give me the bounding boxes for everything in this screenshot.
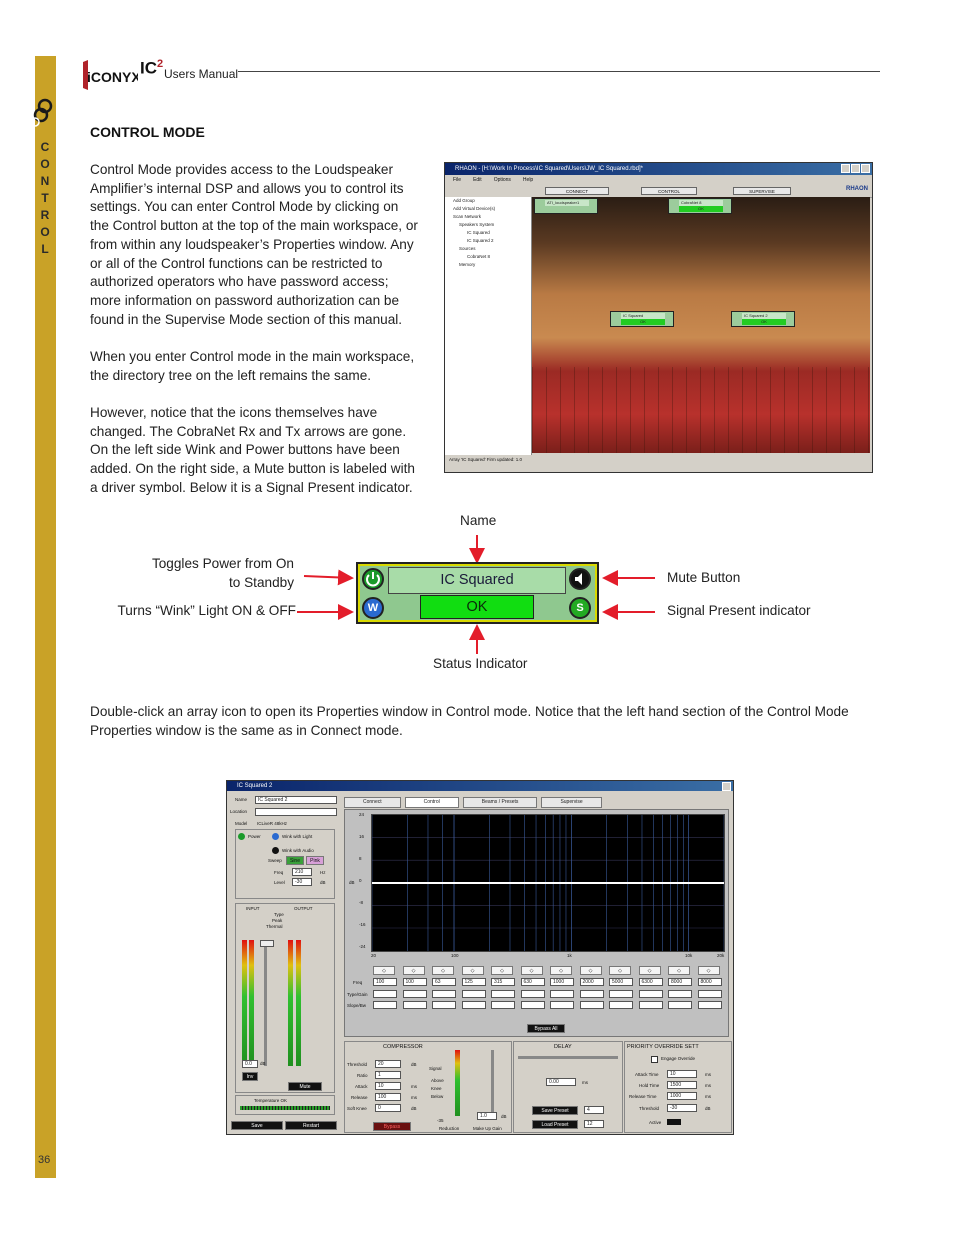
- p-release-field[interactable]: 1000: [667, 1092, 697, 1100]
- menu-options[interactable]: Options: [493, 177, 511, 183]
- attack-field[interactable]: 10: [375, 1082, 401, 1090]
- array-icon[interactable]: IC Squared 2 OK: [731, 311, 795, 327]
- reduction-label: Reduction: [439, 1126, 460, 1131]
- menu-help[interactable]: Help: [522, 177, 534, 183]
- band-gain-field[interactable]: [462, 990, 486, 998]
- close-icon[interactable]: [722, 782, 731, 791]
- filter-type-icon[interactable]: ◇: [521, 966, 543, 975]
- callout-power-line1: Toggles Power from On: [151, 556, 294, 571]
- tree-item[interactable]: Speakers System: [459, 222, 495, 227]
- band-freq-field[interactable]: 100: [373, 978, 397, 986]
- band-freq-field[interactable]: 2000: [580, 978, 604, 986]
- left-panel: [227, 793, 339, 1133]
- eq-graph-canvas: [372, 815, 724, 951]
- arrow-power: [304, 576, 352, 578]
- x-tick-label: 10k: [685, 953, 693, 958]
- window-title: IC Squared 2: [237, 783, 273, 789]
- band-freq-field[interactable]: 8000: [668, 978, 692, 986]
- tree-item[interactable]: IC Squared: [467, 230, 490, 235]
- icon-name-label: IC Squared: [388, 567, 566, 594]
- hold-unit: ms: [705, 1083, 711, 1088]
- tab-control[interactable]: Control: [405, 797, 459, 808]
- invert-button[interactable]: Inv: [242, 1072, 258, 1081]
- attack-unit: ms: [411, 1084, 417, 1089]
- level-label: Level: [274, 880, 285, 885]
- p-attack-field[interactable]: 10: [667, 1070, 697, 1078]
- band-slope-field[interactable]: [698, 1001, 722, 1009]
- supervise-button[interactable]: SUPERVISE: [733, 187, 791, 195]
- p-threshold-label: Threshold: [639, 1106, 660, 1111]
- band-slope-field[interactable]: [580, 1001, 604, 1009]
- filter-type-icon[interactable]: ◇: [639, 966, 661, 975]
- tree-item[interactable]: Sources: [459, 246, 476, 251]
- status-bar: Array 'IC Squared' Firm updated: 1.0: [449, 457, 523, 462]
- filter-type-icon[interactable]: ◇: [432, 966, 454, 975]
- soft-knee-field[interactable]: 0: [375, 1104, 401, 1112]
- release-unit: ms: [411, 1095, 417, 1100]
- save-preset-field[interactable]: 4: [584, 1106, 604, 1114]
- power-icon[interactable]: [238, 833, 245, 840]
- y-tick-label: 0: [359, 878, 362, 883]
- delay-title: DELAY: [554, 1044, 572, 1050]
- filter-type-icon[interactable]: ◇: [491, 966, 513, 975]
- band-freq-field[interactable]: 6300: [639, 978, 663, 986]
- callout-wink: Turns “Wink” Light ON & OFF: [117, 603, 296, 618]
- band-slope-field[interactable]: [609, 1001, 633, 1009]
- signal-present-indicator: S: [569, 597, 591, 619]
- y-tick-label: 16: [359, 834, 365, 839]
- temperature-meter: [240, 1106, 330, 1110]
- menu-file[interactable]: File: [453, 177, 462, 183]
- freq-label: Freq: [274, 870, 284, 875]
- callout-power-line2: to Standby: [229, 575, 294, 590]
- meter-thermal-label: Thermal: [266, 924, 283, 929]
- filter-type-icon[interactable]: ◇: [550, 966, 572, 975]
- paragraph-properties: Double-click an array icon to open its Properties window in Control mode. Notice that the left hand section of the Control Mode Properties window is the same as in Connect mode.: [90, 704, 849, 738]
- filter-type-icon[interactable]: ◇: [698, 966, 720, 975]
- band-slope-field[interactable]: [432, 1001, 456, 1009]
- power-wink-group: [235, 829, 335, 899]
- p-threshold-field[interactable]: -30: [667, 1104, 697, 1112]
- input-meter: [242, 940, 247, 1066]
- p-release-unit: ms: [705, 1094, 711, 1099]
- band-freq-field[interactable]: 125: [462, 978, 486, 986]
- meter-type-label: Type: [274, 912, 284, 917]
- signal-label: Signal: [429, 1066, 442, 1071]
- freq-field[interactable]: 210: [292, 868, 312, 876]
- y-tick-label: 24: [359, 812, 365, 817]
- wink-button[interactable]: W: [362, 597, 384, 619]
- product-name: $IC^2$: [140, 58, 164, 78]
- makeup-label: Make Up Gain: [473, 1126, 502, 1131]
- hold-field[interactable]: 1500: [667, 1081, 697, 1089]
- restart-button[interactable]: Restart: [285, 1121, 337, 1130]
- band-freq-field[interactable]: 100: [403, 978, 427, 986]
- hold-label: Hold Time: [639, 1083, 660, 1088]
- bypass-all-button[interactable]: Bypass All: [527, 1024, 565, 1033]
- array-icon-detail: [356, 562, 599, 624]
- paragraph-intro: Control Mode provides access to the Loudspeaker Amplifier’s internal DSP and allows you to control its settings. You can enter Control Mode by clicking on the Control button at the top of the main workspace, or from within any loudspeaker’s Properties window. Any or all of the Control functions can be restricted to authorized operators who have password access; more information on password authorization can be found in the Supervise Mode section of this manual.: [90, 162, 418, 327]
- compressor-group: [344, 1041, 512, 1133]
- p-attack-unit: ms: [705, 1072, 711, 1077]
- makeup-fader[interactable]: [491, 1050, 494, 1112]
- band-gain-field[interactable]: [698, 990, 722, 998]
- filter-type-icon[interactable]: ◇: [373, 966, 395, 975]
- properties-tabs: [344, 797, 729, 807]
- mute-button[interactable]: [569, 568, 591, 590]
- filter-type-icon[interactable]: ◇: [462, 966, 484, 975]
- filter-type-icon[interactable]: ◇: [403, 966, 425, 975]
- reduction-value: -35: [437, 1118, 444, 1123]
- status-indicator: OK: [420, 595, 534, 619]
- callout-mute: Mute Button: [667, 570, 741, 585]
- filter-type-icon[interactable]: ◇: [609, 966, 631, 975]
- meter-peak-label: Peak: [272, 918, 283, 923]
- tree-item[interactable]: CobraNet 8: [467, 254, 491, 259]
- output-meter: [296, 940, 301, 1066]
- band-slope-field[interactable]: [491, 1001, 515, 1009]
- location-field[interactable]: [255, 808, 337, 816]
- menu-edit[interactable]: Edit: [473, 177, 482, 183]
- type-row-label: Type/Gain: [347, 992, 368, 997]
- engage-label: Engage Override: [661, 1056, 696, 1061]
- temperature-group: [235, 1095, 335, 1115]
- tree-item[interactable]: IC Squared 2: [467, 238, 494, 243]
- signal-knee[interactable]: Knee: [431, 1086, 442, 1091]
- band-freq-field[interactable]: 5000: [609, 978, 633, 986]
- tab-supervise[interactable]: Supervise: [541, 797, 601, 808]
- reduction-meter: [455, 1050, 460, 1116]
- doc-title: Users Manual: [164, 67, 239, 81]
- active-indicator: [667, 1119, 681, 1125]
- band-slope-field[interactable]: [521, 1001, 545, 1009]
- delay-field[interactable]: 0.00: [546, 1078, 576, 1086]
- band-slope-field[interactable]: [639, 1001, 663, 1009]
- band-gain-field[interactable]: [639, 990, 663, 998]
- gain-unit: dB: [260, 1061, 266, 1066]
- section-title: CONTROL MODE: [90, 124, 205, 140]
- model-value: ICLiveR 48kHz: [257, 821, 288, 826]
- band-gain-field[interactable]: [609, 990, 633, 998]
- name-field[interactable]: IC Squared 2: [255, 796, 337, 804]
- freq-unit: Hz: [320, 870, 326, 875]
- compressor-bypass-button[interactable]: Bypass: [373, 1122, 411, 1131]
- attack-label: Attack: [355, 1084, 368, 1089]
- tree-item[interactable]: Scan Network: [453, 214, 482, 219]
- release-field[interactable]: 100: [375, 1093, 401, 1101]
- band-freq-field[interactable]: 8000: [698, 978, 722, 986]
- band-freq-field[interactable]: 1000: [550, 978, 574, 986]
- paragraph-icons: However, notice that the icons themselves have changed. The CobraNet Rx and Tx arrows are gone. On the left side Wink and Power buttons have been added. On the right side, a Mute button is labeled with a driver symbol. Below it is a Signal Present indicator.: [90, 405, 415, 495]
- input-fader[interactable]: [264, 940, 267, 1066]
- threshold-label: Threshold: [347, 1062, 368, 1067]
- signal-above[interactable]: Above: [431, 1078, 444, 1083]
- priority-group: [624, 1041, 732, 1133]
- input-label: INPUT: [246, 906, 260, 911]
- wink-audio-label: Wink with Audio: [282, 848, 314, 853]
- y-tick-label: 8: [359, 856, 362, 861]
- y-axis-label: dB: [349, 880, 355, 885]
- save-button[interactable]: Save: [231, 1121, 283, 1130]
- load-preset-field[interactable]: 12: [584, 1120, 604, 1128]
- rhaon-brand: RHAON: [846, 186, 868, 192]
- power-label: Power: [248, 834, 261, 839]
- delay-group: [513, 1041, 623, 1133]
- signal-below[interactable]: Below: [431, 1094, 444, 1099]
- makeup-field[interactable]: 1.0: [477, 1112, 497, 1120]
- p-attack-label: Attack Time: [635, 1072, 659, 1077]
- window-title: RHAON - [H:\Work In Process\IC Squared\Users\JW_IC Squared.rbd]*: [455, 166, 643, 172]
- active-label: Active: [649, 1120, 662, 1125]
- p-threshold-unit: dB: [705, 1106, 711, 1111]
- wink-label: Wink with Light: [282, 834, 313, 839]
- sweep-label: Sweep: [268, 858, 282, 863]
- soft-knee-label: Soft Knee: [347, 1106, 367, 1111]
- x-tick-label: 100: [451, 953, 459, 958]
- y-tick-label: -24: [359, 944, 366, 949]
- level-unit: dB: [320, 880, 326, 885]
- soft-knee-unit: dB: [411, 1106, 417, 1111]
- filter-type-icon[interactable]: ◇: [668, 966, 690, 975]
- freq-row-label: Freq: [353, 980, 363, 985]
- meters-group: [235, 903, 335, 1093]
- callout-status: Status Indicator: [433, 656, 528, 671]
- band-freq-field[interactable]: 315: [491, 978, 515, 986]
- callout-signal: Signal Present indicator: [667, 603, 811, 618]
- makeup-unit: dB: [501, 1114, 507, 1119]
- load-preset-button[interactable]: Load Preset: [532, 1120, 578, 1129]
- speaker-icon: [571, 570, 589, 588]
- connect-button[interactable]: CONNECT: [545, 187, 609, 195]
- ratio-label: Ratio: [357, 1073, 368, 1078]
- tree-item[interactable]: Memory: [459, 262, 476, 267]
- pink-button[interactable]: Pink: [306, 856, 324, 865]
- x-tick-label: 20k: [717, 953, 725, 958]
- wink-icon[interactable]: [272, 833, 279, 840]
- mute-button[interactable]: Mute: [288, 1082, 322, 1091]
- output-meter: [288, 940, 293, 1066]
- save-preset-button[interactable]: Save Preset: [532, 1106, 578, 1115]
- power-icon: [364, 570, 382, 588]
- filter-type-icon[interactable]: ◇: [580, 966, 602, 975]
- paragraph-directory: When you enter Control mode in the main workspace, the directory tree on the left remains the same.: [90, 349, 415, 383]
- threshold-unit: dB: [411, 1062, 417, 1067]
- control-button[interactable]: CONTROL: [641, 187, 697, 195]
- p-release-label: Release Time: [629, 1094, 657, 1099]
- x-tick-label: 1k: [567, 953, 572, 958]
- svg-text:iCONYX: iCONYX: [87, 69, 138, 85]
- tab-beams-presets[interactable]: Beams / Presets: [463, 797, 538, 808]
- delay-slider[interactable]: [518, 1056, 618, 1059]
- array-icon[interactable]: IC Squared OK: [610, 311, 674, 327]
- band-freq-field[interactable]: 63: [432, 978, 456, 986]
- band-slope-field[interactable]: [462, 1001, 486, 1009]
- array-icon[interactable]: ATI_loudspeaker1: [534, 198, 598, 214]
- temperature-label: Temperature OK: [254, 1098, 288, 1103]
- y-tick-label: -16: [359, 922, 366, 927]
- band-gain-field[interactable]: [580, 990, 604, 998]
- threshold-field[interactable]: 20: [375, 1060, 401, 1068]
- compressor-title: COMPRESSOR: [383, 1044, 423, 1050]
- page-number: 36: [38, 1154, 51, 1166]
- location-label: Location: [230, 809, 248, 814]
- eq-section: [344, 809, 729, 1037]
- slope-row-label: Slope/Bw: [347, 1003, 367, 1008]
- release-label: Release: [351, 1095, 368, 1100]
- band-gain-field[interactable]: [550, 990, 574, 998]
- power-button[interactable]: [362, 568, 384, 590]
- fader-handle[interactable]: [260, 940, 274, 947]
- tree-item[interactable]: Add Virtual Device(s): [453, 206, 496, 211]
- side-section-label: CONTROL: [38, 140, 52, 259]
- delay-unit: ms: [582, 1080, 588, 1085]
- x-tick-label: 20: [371, 953, 377, 958]
- callout-name: Name: [460, 513, 497, 528]
- properties-window-screenshot: [226, 780, 734, 1135]
- band-gain-field[interactable]: [373, 990, 397, 998]
- array-icon[interactable]: CobraNet 8 OK: [668, 198, 732, 214]
- band-gain-field[interactable]: [432, 990, 456, 998]
- ratio-field[interactable]: 1: [375, 1071, 401, 1079]
- band-gain-field[interactable]: [521, 990, 545, 998]
- engage-checkbox[interactable]: [651, 1056, 658, 1063]
- eq-graph[interactable]: [371, 814, 725, 952]
- priority-title: PRIORITY OVERRIDE SETT: [627, 1044, 699, 1050]
- input-meter: [249, 940, 254, 1066]
- tab-connect[interactable]: Connect: [344, 797, 401, 808]
- name-label: Name: [235, 797, 248, 802]
- band-gain-field[interactable]: [668, 990, 692, 998]
- tree-item[interactable]: Add Group: [453, 198, 475, 203]
- y-tick-label: -8: [359, 900, 364, 905]
- band-slope-field[interactable]: [668, 1001, 692, 1009]
- band-slope-field[interactable]: [373, 1001, 397, 1009]
- band-gain-field[interactable]: [403, 990, 427, 998]
- gain-field[interactable]: 0.0: [242, 1060, 258, 1068]
- band-slope-field[interactable]: [550, 1001, 574, 1009]
- level-field[interactable]: -30: [292, 878, 312, 886]
- model-label: Model: [235, 821, 248, 826]
- speaker-icon[interactable]: [272, 847, 279, 854]
- window-titlebar: [227, 781, 733, 791]
- band-gain-field[interactable]: [491, 990, 515, 998]
- band-slope-field[interactable]: [403, 1001, 427, 1009]
- sine-button[interactable]: Sine: [286, 856, 304, 865]
- output-label: OUTPUT: [294, 906, 313, 911]
- band-freq-field[interactable]: 630: [521, 978, 545, 986]
